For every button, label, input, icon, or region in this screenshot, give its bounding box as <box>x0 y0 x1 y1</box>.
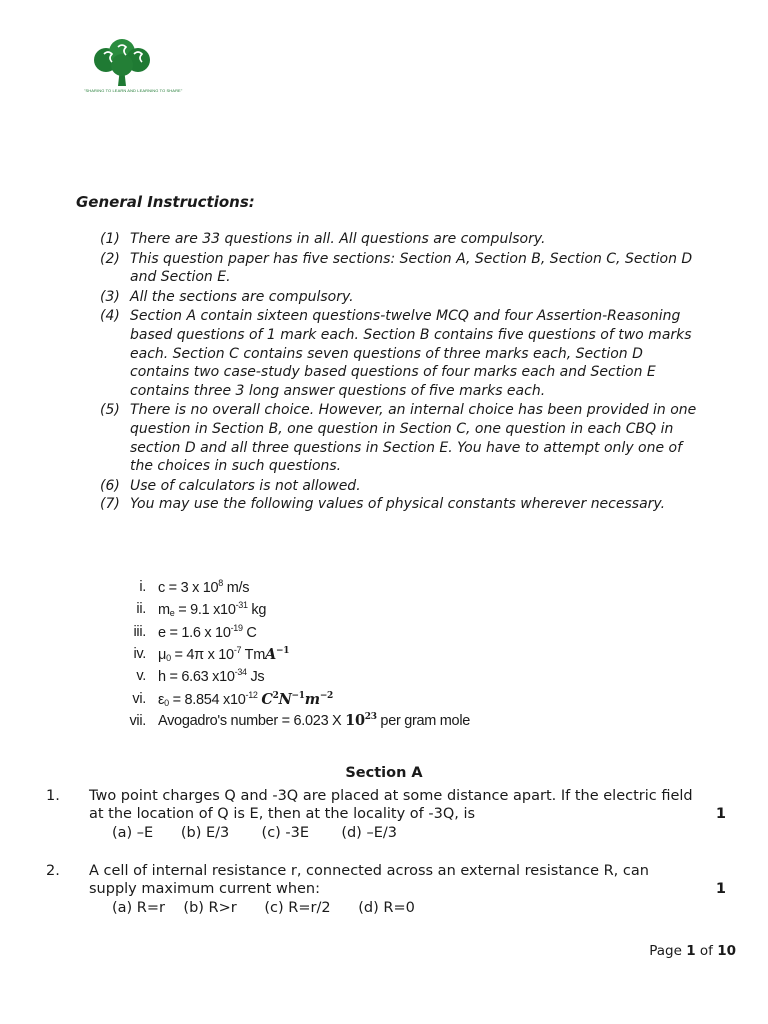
constant-value: $m_e = 9.1$ $x10^{-31}$ kg <box>158 600 267 619</box>
instruction-item <box>100 307 700 400</box>
page-footer <box>649 943 736 959</box>
constant-value: $\mu_0 = 4\pi$ x $10^{-7}$ TmA$^{-1}$ <box>158 645 290 664</box>
constant-row <box>108 643 528 665</box>
instruction-text: All the sections are compulsory. <box>130 288 354 305</box>
constants-list <box>108 576 528 732</box>
constant-index: iv. <box>133 646 146 663</box>
instruction-text: You may use the following values of physical constants wherever necessary. <box>130 496 666 513</box>
instruction-text: Section A contain sixteen questions-twelve MCQ and four Assertion-Reasoning based questions of 1 mark each. Section B contains five questions of two marks each. Section C contains seven questions of three marks each, Section D contains two case-study based questions of four marks each and Section E contains three 3 long answer questions of five marks each. <box>130 308 692 399</box>
instruction-item <box>100 495 700 514</box>
constant-index: iii. <box>133 623 146 640</box>
instruction-item <box>100 477 700 496</box>
instruction-number: (4) <box>100 308 120 325</box>
question-2 <box>46 862 726 922</box>
question-text: A cell of internal resistance r, connected across an external resistance R, can supply maximum current when: <box>89 863 649 897</box>
constant-row <box>108 687 528 709</box>
constant-index: ii. <box>136 601 146 618</box>
constant-row <box>108 710 528 732</box>
page-total: 10 <box>717 943 736 959</box>
general-instructions-title: General Instructions: <box>76 193 255 211</box>
question-marks: 1 <box>715 881 726 897</box>
question-number: 2. <box>46 863 60 879</box>
section-a-title: Section A <box>345 765 423 781</box>
instruction-number: (7) <box>100 496 120 513</box>
instruction-number: (6) <box>100 477 120 494</box>
instruction-number: (2) <box>100 250 120 267</box>
instruction-item <box>100 230 700 249</box>
page-label: Page <box>649 943 682 959</box>
logo-tagline: "SHARING TO LEARN AND LEARNING TO SHARE" <box>84 88 183 93</box>
constant-index: vi. <box>132 690 146 707</box>
instruction-item <box>100 401 700 475</box>
instruction-number: (5) <box>100 402 120 419</box>
constant-value: Avogadro's number = 6.023 X $10^{23}$ per gram mole <box>158 712 471 730</box>
instruction-text: There is no overall choice. However, an internal choice has been provided in one question in Section B, one question in Section C, one question in each CBQ in section D and all three questions in Section E. You have to attempt only one of the choices in such questions. <box>130 402 697 475</box>
constant-value: c = 3 x $10^8$ m/s <box>158 578 250 597</box>
page-number: 1 <box>686 943 696 959</box>
constant-row <box>108 598 528 620</box>
constant-value: h = 6.63 $x10^{-34}$ Js <box>158 667 265 686</box>
constant-row <box>108 665 528 687</box>
question-number: 1. <box>46 788 60 804</box>
constant-value: e = 1.6 x $10^{-19}$ C <box>158 622 257 641</box>
constant-row <box>108 621 528 643</box>
instruction-number: (1) <box>100 231 120 247</box>
question-text: Two point charges Q and -3Q are placed at some distance apart. If the electric field at the location of Q is E, then at the locality of -3Q, is <box>89 788 693 822</box>
constant-index: v. <box>136 668 146 685</box>
constant-value: $\varepsilon_0 = 8.854$ $x10^{-12}$ $C^2N^{-1}m^{-2}$ <box>158 689 334 708</box>
constant-index: vii. <box>129 712 146 729</box>
constant-row <box>108 576 528 598</box>
question-marks: 1 <box>715 806 726 822</box>
instruction-item <box>100 250 700 287</box>
instruction-text: This question paper has five sections: Section A, Section B, Section C, Section D and Section E. <box>130 250 693 286</box>
instruction-text: Use of calculators is not allowed. <box>130 477 361 494</box>
instruction-text: There are 33 questions in all. All questions are compulsory. <box>130 231 546 247</box>
of-label: of <box>699 943 713 959</box>
instructions-list <box>100 230 700 515</box>
instruction-number: (3) <box>100 288 120 305</box>
instruction-item <box>100 288 700 307</box>
question-1 <box>46 787 726 847</box>
question-options: (a) –E (b) E/3 (c) -3E (d) –E/3 <box>112 825 397 841</box>
constant-index: i. <box>139 579 146 596</box>
question-options: (a) R=r (b) R>r (c) R=r/2 (d) R=0 <box>112 900 415 916</box>
